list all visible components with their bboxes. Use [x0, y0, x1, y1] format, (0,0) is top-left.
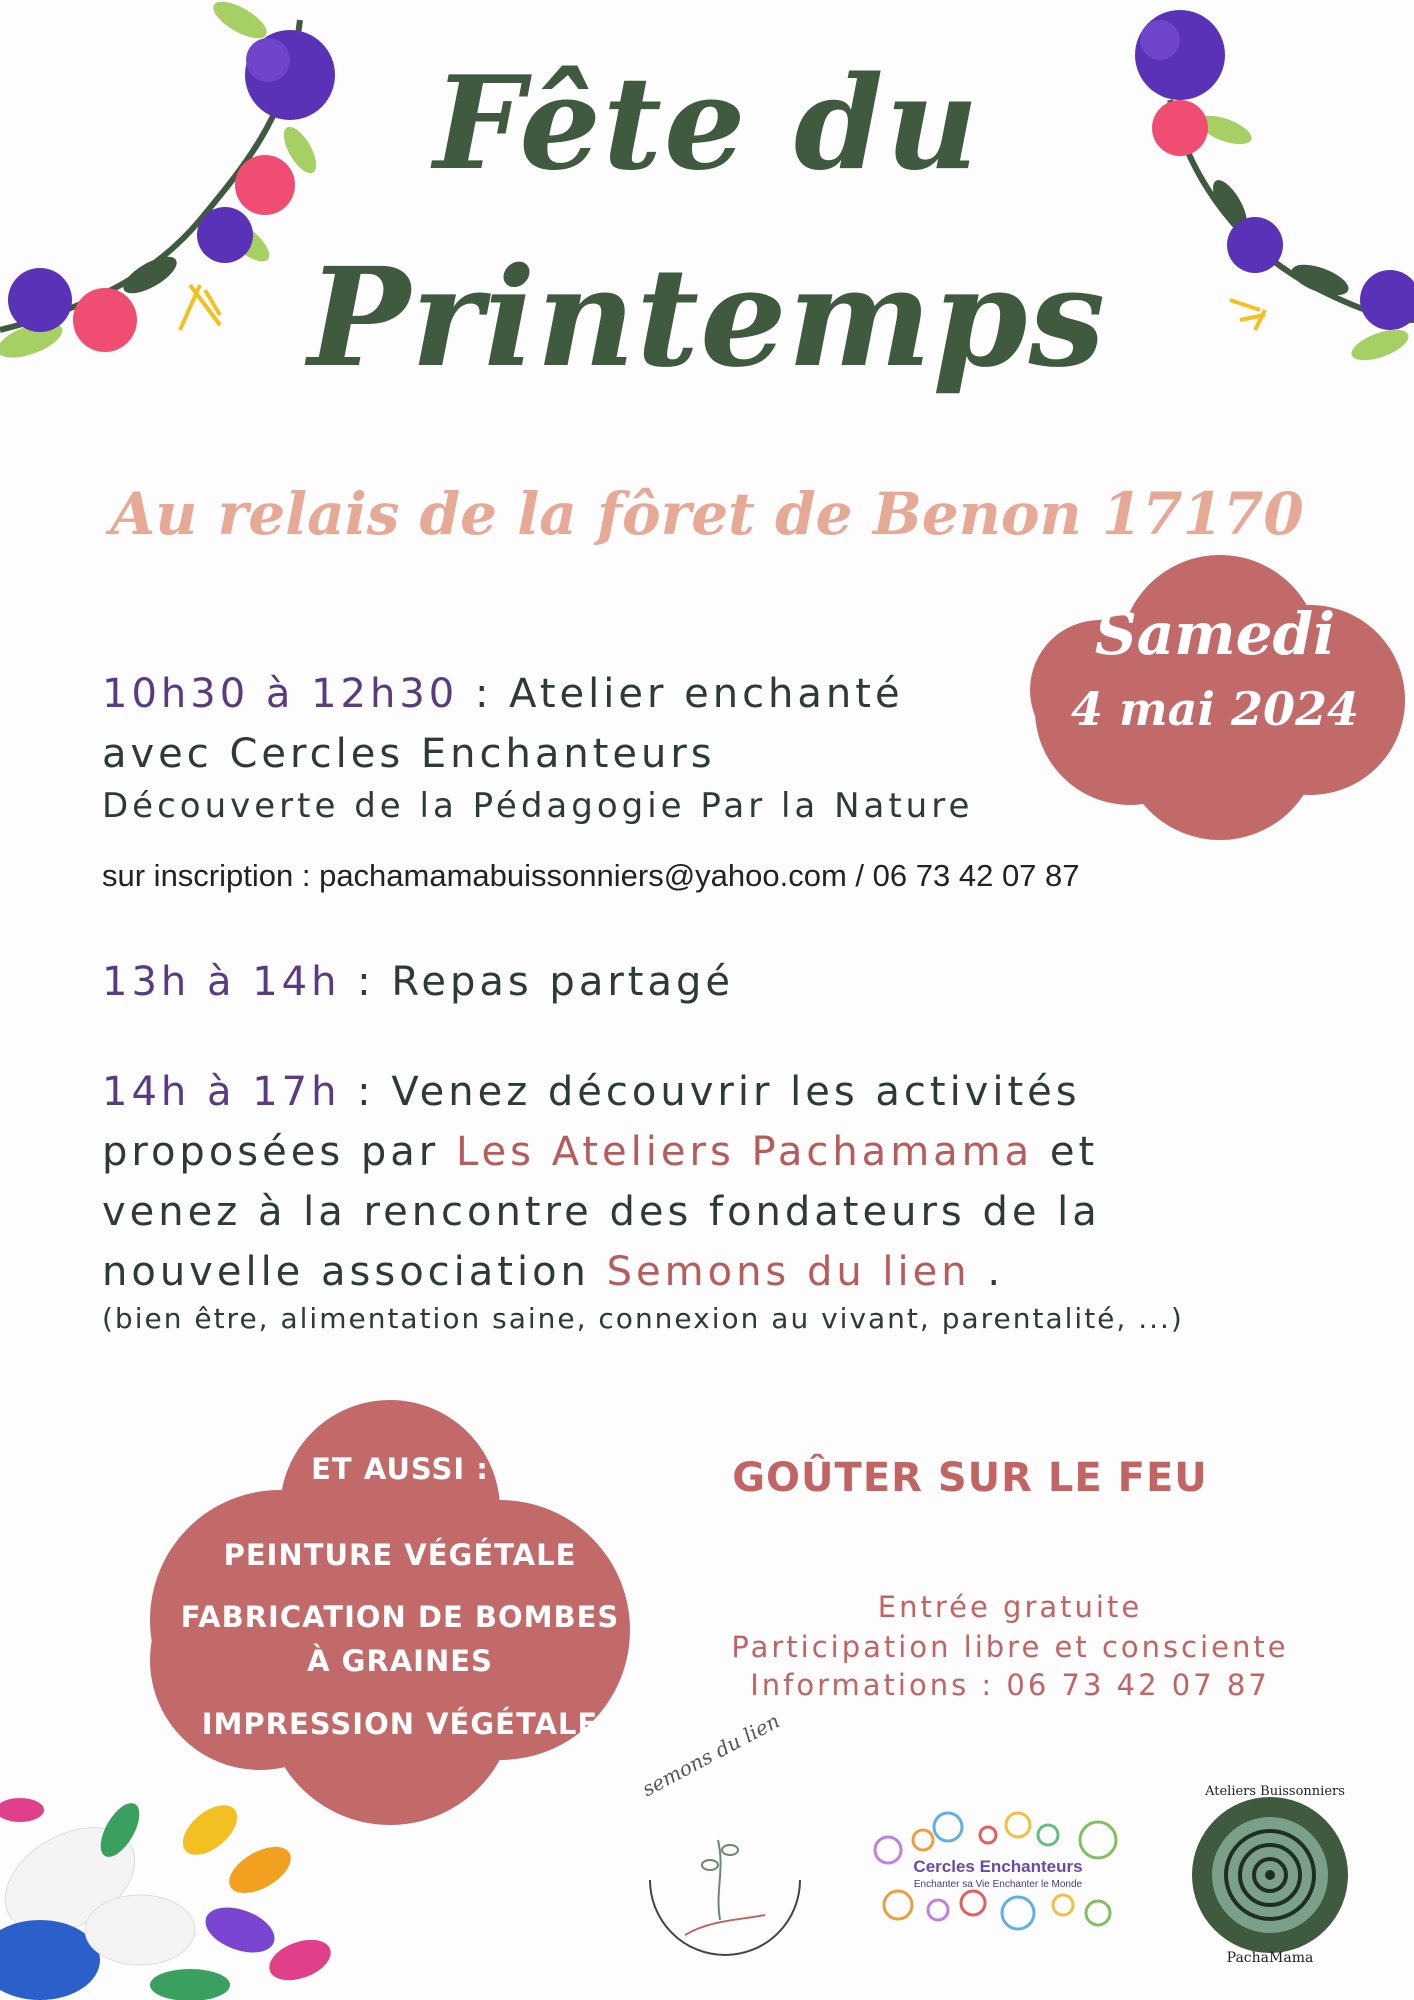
participation-libre: Participation libre et consciente [731, 1630, 1289, 1664]
et-aussi-item-2b: À GRAINES [307, 1644, 493, 1678]
semons-du-lien-text: semons du lien [638, 1708, 784, 1802]
repas-title: Repas partagé [391, 959, 734, 1005]
informations-phone: Informations : 06 73 42 07 87 [750, 1668, 1270, 1702]
activites-line-2 [102, 1122, 1098, 1182]
ateliers-top-text: Ateliers Buissonniers [1205, 1784, 1345, 1799]
activites-line-3: venez à la rencontre des fondateurs de la [102, 1189, 1101, 1235]
separator: : [458, 671, 510, 717]
atelier-description: Découverte de la Pédagogie Par la Nature [102, 786, 974, 826]
cercles-enchanteurs-logo [868, 1805, 1128, 1935]
atelier-time: 10h30 à 12h30 [102, 671, 459, 717]
activites-text-4a: nouvelle association [102, 1249, 607, 1295]
cercles-tagline: Enchanter sa Vie Enchanter le Monde [913, 1879, 1083, 1890]
activites-text-2b: et [1033, 1129, 1099, 1175]
page-title-line-2: Printemps [307, 238, 1107, 398]
activites-time: 14h à 17h [102, 1069, 341, 1115]
et-aussi-item-3: IMPRESSION VÉGÉTALE [201, 1707, 599, 1741]
atelier-line-2: avec Cercles Enchanteurs [102, 731, 716, 777]
separator: : [340, 959, 392, 1005]
atelier-contact: sur inscription : pachamamabuissonniers@yahoo.com / 06 73 42 07 87 [102, 858, 1080, 893]
semons-du-lien-link: Semons du lien [606, 1249, 971, 1295]
et-aussi-item-1: PEINTURE VÉGÉTALE [223, 1538, 577, 1572]
cercles-title: Cercles Enchanteurs [913, 1857, 1083, 1876]
ateliers-buissonniers-logo [1180, 1780, 1360, 1970]
activites-text-1: Venez découvrir les activités [391, 1069, 1081, 1115]
activites-note: (bien être, alimentation saine, connexion au vivant, parentalité, ...) [102, 1302, 1184, 1335]
atelier-line-1 [102, 664, 904, 724]
semons-du-lien-logo [630, 1708, 810, 1960]
activites-text-2a: proposées par [102, 1129, 456, 1175]
et-aussi-item-2: FABRICATION DE BOMBES [180, 1600, 620, 1634]
et-aussi-box [140, 1452, 660, 1752]
repas-time: 13h à 14h [102, 959, 341, 1005]
pachamama-spiral-icon [1180, 1780, 1360, 1970]
page-title-line-1: Fête du [433, 49, 981, 199]
atelier-title: Atelier enchanté [509, 671, 904, 717]
date-bubble [1040, 600, 1390, 736]
ateliers-bottom-text: PachaMama [1226, 1950, 1314, 1966]
activites-line-1 [102, 1062, 1081, 1122]
et-aussi-heading: ET AUSSI : [311, 1452, 489, 1486]
separator: : [340, 1069, 392, 1115]
date-value: 4 mai 2024 [1070, 682, 1360, 736]
gouter-heading: GOÛTER SUR LE FEU [732, 1455, 1208, 1501]
activites-line-4 [102, 1242, 1004, 1302]
date-day: Samedi [1094, 600, 1336, 668]
repas-line [102, 952, 734, 1012]
semons-du-lien-icon [630, 1770, 810, 1960]
ateliers-pachamama-link: Les Ateliers Pachamama [455, 1129, 1034, 1175]
location-subtitle: Au relais de la fôret de Benon 17170 [110, 480, 1304, 548]
entree-gratuite: Entrée gratuite [877, 1590, 1143, 1624]
activites-text-4b: . [970, 1249, 1005, 1295]
